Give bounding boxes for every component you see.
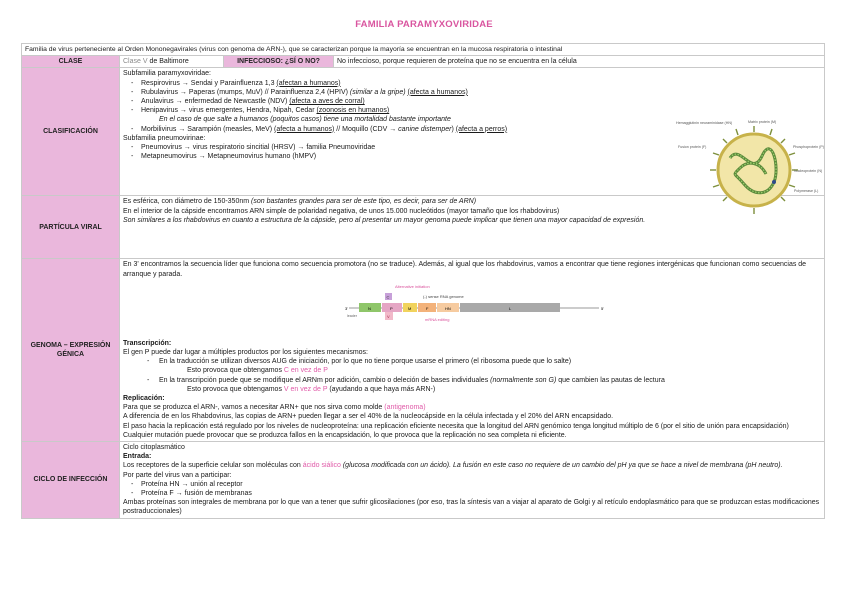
virus-label-m: Matrix protein (M) — [748, 120, 777, 125]
henipavirus-note: En el caso de que salte a humanos (poquitos casos) tiene una mortalidad bastante importante — [159, 116, 451, 124]
respirovirus-host: (afectan a humanos) — [276, 79, 341, 87]
henipavirus-host: (zoonosis en humanos) — [316, 107, 390, 115]
ciclo-4: Por parte del virus van a participar: — [123, 471, 232, 479]
genome-label: (-) sense RNA genome — [423, 293, 464, 299]
replicacion-1a: Para que se produzca el ARN-, vamos a necesitar ARN+ que nos sirva como molde — [123, 404, 385, 412]
virus-label-n: Nucleoprotein (N) — [794, 169, 823, 174]
gene-hn-label: HN — [445, 305, 451, 311]
anulavirus-item — [123, 97, 821, 106]
replicacion-1b: (antigenoma) — [384, 404, 426, 412]
ciclo-3a: Los receptores de la superficie celular son moléculas con — [123, 462, 303, 470]
rubulavirus-item — [123, 88, 821, 97]
ciclo-3 — [123, 461, 821, 470]
replicacion-3: El paso hacia la replicación está regulado por los niveles de nucleoproteína: una replicación eficiente necesita que la longitud del ARN genómico tenga longitud múltiplo de 6 (por el sitio de unión para encapsidación) — [123, 422, 789, 430]
virus-label-l: Polymerase (L) — [794, 189, 819, 194]
intro-text: Familia de virus perteneciente al Orden Mononegavirales (virus con genoma de ARN-), que se caracterizan porque la mayoría se encuentran en la mucosa respiratoria o intestinal — [22, 44, 825, 56]
respirovirus-item — [123, 79, 821, 88]
clase-rest: de Baltimore — [147, 58, 189, 66]
virus-label-p: Phosphoprotein (P) — [793, 145, 824, 150]
transcripcion-4a: En la transcripción puede que se modifique el ARNm por adición, cambio o deleción de bases individuales — [159, 376, 491, 384]
morbilivirus-host-1: (afecta a humanos) — [274, 125, 335, 133]
clasificacion-label: CLASIFICACIÓN — [22, 68, 120, 196]
replicacion-title: Replicación: — [123, 395, 165, 403]
morbilivirus-italic: canine distemper — [398, 125, 452, 133]
mrna-editing-label: mRNA editing — [425, 316, 450, 322]
gene-m-label: M — [408, 305, 412, 311]
particula-diameter: Es esférica, con diámetro de 150-350nm — [123, 198, 252, 206]
genome-diagram — [345, 281, 605, 337]
ciclo-3c: (glucosa modificada con un ácido). La fusión en este caso no requiere de un cambio del pH ya que se hace a nivel de membrana (pH neutro). — [340, 462, 783, 470]
infeccioso-label: INFECCIOSO: ¿SÍ O NO? — [224, 56, 334, 68]
particula-size-note: (son bastantes grandes para ser de este tipo, es decir, para ser de ARN) — [251, 198, 477, 206]
subfamily-1: Subfamilia paramyxoviridae: — [123, 70, 211, 78]
transcripcion-2: - En la traducción se utilizan diversos AUG de iniciación, por lo que no tiene porque usarse el primero (el ribosoma puede que lo salte) — [123, 357, 821, 366]
morbilivirus-mid: // Moquillo (CDV → — [334, 125, 399, 133]
virus-label-f: Fusion protein (F) — [678, 145, 707, 150]
transcripcion-3b: C en vez de P — [283, 367, 328, 375]
gene-n-label: N — [368, 305, 371, 311]
transcripcion-1: El gen P puede dar lugar a múltiples productos por los siguientes mecanismos: — [123, 349, 369, 357]
genoma-row — [22, 259, 825, 442]
transcripcion-5c: (ayudando a que haya más ARN-) — [327, 385, 436, 393]
clasificacion-row — [22, 68, 825, 196]
rubulavirus-text: Rubulavirus → Paperas (mumps, MuV) // Parainfluenza 2,4 (HPIV) — [141, 88, 350, 96]
subfamily-2: Subfamilia pneumovirinae: — [123, 134, 206, 142]
page-title: FAMILIA PARAMYXOVIRIDAE — [355, 19, 493, 30]
ciclo-1: Ciclo citoplasmático — [123, 444, 185, 452]
transcripcion-4b: (normalmente son G) — [490, 376, 557, 384]
clasificacion-content — [120, 68, 825, 196]
replicacion-4: Cualquier mutación puede provocar que se produzca fallos en la encapsidación, lo que provoca que la replicación no sea completa ni eficiente. — [123, 431, 567, 439]
intro-row — [22, 44, 825, 56]
alt-initiation-label: Alternative initiation — [395, 283, 430, 289]
particula-line-1 — [123, 197, 664, 206]
particula-line-3: Son similares a los rhabdovirus en cuanto a estructura de la cápside, pero al presentar un mayor genoma puede implicar que tienen una mayor capacidad de expresión. — [123, 216, 646, 224]
transcripcion-title: Transcripción: — [123, 339, 172, 347]
metapneumovirus-item: - Metapneumovirus → Metapneumovirus humano (hMPV) — [123, 152, 821, 161]
clase-row — [22, 56, 825, 68]
henipavirus-item — [123, 106, 821, 115]
ciclo-3b: ácido siálico — [302, 462, 341, 470]
ciclo-7: Ambas proteínas son integrales de membrana por lo que van a tener que sufrir glicosilaciones (por eso, tras la síntesis van a viajar al aparato de Golgi y al retículo endoplasmático para que se produzcan estas modificaciones postraduccionales) — [123, 499, 820, 516]
transcripcion-5a: Esto provoca que obtengamos — [187, 385, 284, 393]
particula-label: PARTÍCULA VIRAL — [22, 196, 120, 259]
morbilivirus-text: Morbilivirus → Sarampión (measles, MeV) — [141, 125, 275, 133]
replicacion-2: A diferencia de en los Rhabdovirus, las copias de ARN+ pueden llegar a ser el 40% de la nucleocápside en la célula infectada y el 20% del ARN encapsidado. — [123, 413, 614, 421]
leader-label: leader — [347, 313, 357, 318]
henipavirus-text: Henipavirus → virus emergentes, Hendra, Nipah, Cedar — [141, 107, 317, 115]
transcripcion-3a: Esto provoca que obtengamos — [187, 367, 284, 375]
morbilivirus-host-2: (afecta a perros) — [455, 125, 508, 133]
anulavirus-host: (afecta a aves de corral) — [289, 98, 365, 106]
ciclo-2: Entrada: — [123, 453, 152, 461]
transcripcion-4 — [123, 376, 821, 385]
genoma-content — [120, 259, 825, 442]
transcripcion-5 — [123, 385, 821, 394]
ciclo-label: CICLO DE INFECCIÓN — [22, 442, 120, 519]
transcripcion-4c: que cambien las pautas de lectura — [556, 376, 665, 384]
ciclo-row — [22, 442, 825, 519]
ciclo-6: - Proteína F → fusión de membranas — [123, 489, 821, 498]
rubulavirus-host: (afecta a humanos) — [407, 88, 468, 96]
respirovirus-text: Respirovirus → Sendai y Parainfluenza 1,3 — [141, 79, 277, 87]
clase-label: CLASE — [22, 56, 120, 68]
virus-label-hn: Hemagglutinin neuraminidase (HN) — [676, 121, 733, 126]
anulavirus-text: Anulavirus → enfermedad de Newcastle (NDV) — [141, 98, 290, 106]
gene-p-label: P — [390, 305, 393, 311]
gene-f-label: F — [426, 305, 429, 311]
ciclo-content — [120, 442, 825, 519]
end-3-label: 3' — [345, 305, 348, 311]
genoma-intro: En 3' encontramos la secuencia líder que funciona como secuencia promotora (no se traduce). Además, al igual que los rhabdovirus, vamos a encontrar que tiene regiones intergénicas que funcionan como secuencias de arranque y parada. — [123, 261, 807, 278]
ciclo-5: - Proteína HN → unión al receptor — [123, 480, 821, 489]
end-5-label: 5' — [601, 305, 604, 311]
summary-table — [21, 43, 825, 519]
polymerase-dot — [772, 180, 776, 184]
transcripcion-5b: V en vez de P — [283, 385, 328, 393]
genoma-label: GENOMA – EXPRESIÓN GÉNICA — [22, 259, 120, 442]
rubulavirus-note: (similar a la gripe) — [349, 88, 408, 96]
virus-particle-illustration — [670, 118, 824, 210]
gene-v-label: V — [387, 313, 390, 319]
gene-c-label: C — [386, 294, 390, 300]
particula-line-2: En el interior de la cápside encontramos ARN simple de polaridad negativa, de unos 15.000 nucleótidos (mayor tamaño que los rhabdovirus) — [123, 207, 560, 215]
transcripcion-3 — [123, 366, 821, 375]
morbilivirus-close: ) — [451, 125, 456, 133]
infeccioso-value: No infeccioso, porque requieren de proteína que no se encuentra en la célula — [334, 56, 825, 68]
gene-l-label: L — [509, 305, 512, 311]
virus-envelope — [718, 134, 790, 206]
replicacion-1 — [123, 403, 821, 412]
pneumovirus-item: - Pneumovirus → virus respiratorio sincitial (HRSV) → familia Pneumoviridae — [123, 143, 821, 152]
clase-value — [120, 56, 224, 68]
clase-highlight: Clase V — [123, 58, 148, 66]
